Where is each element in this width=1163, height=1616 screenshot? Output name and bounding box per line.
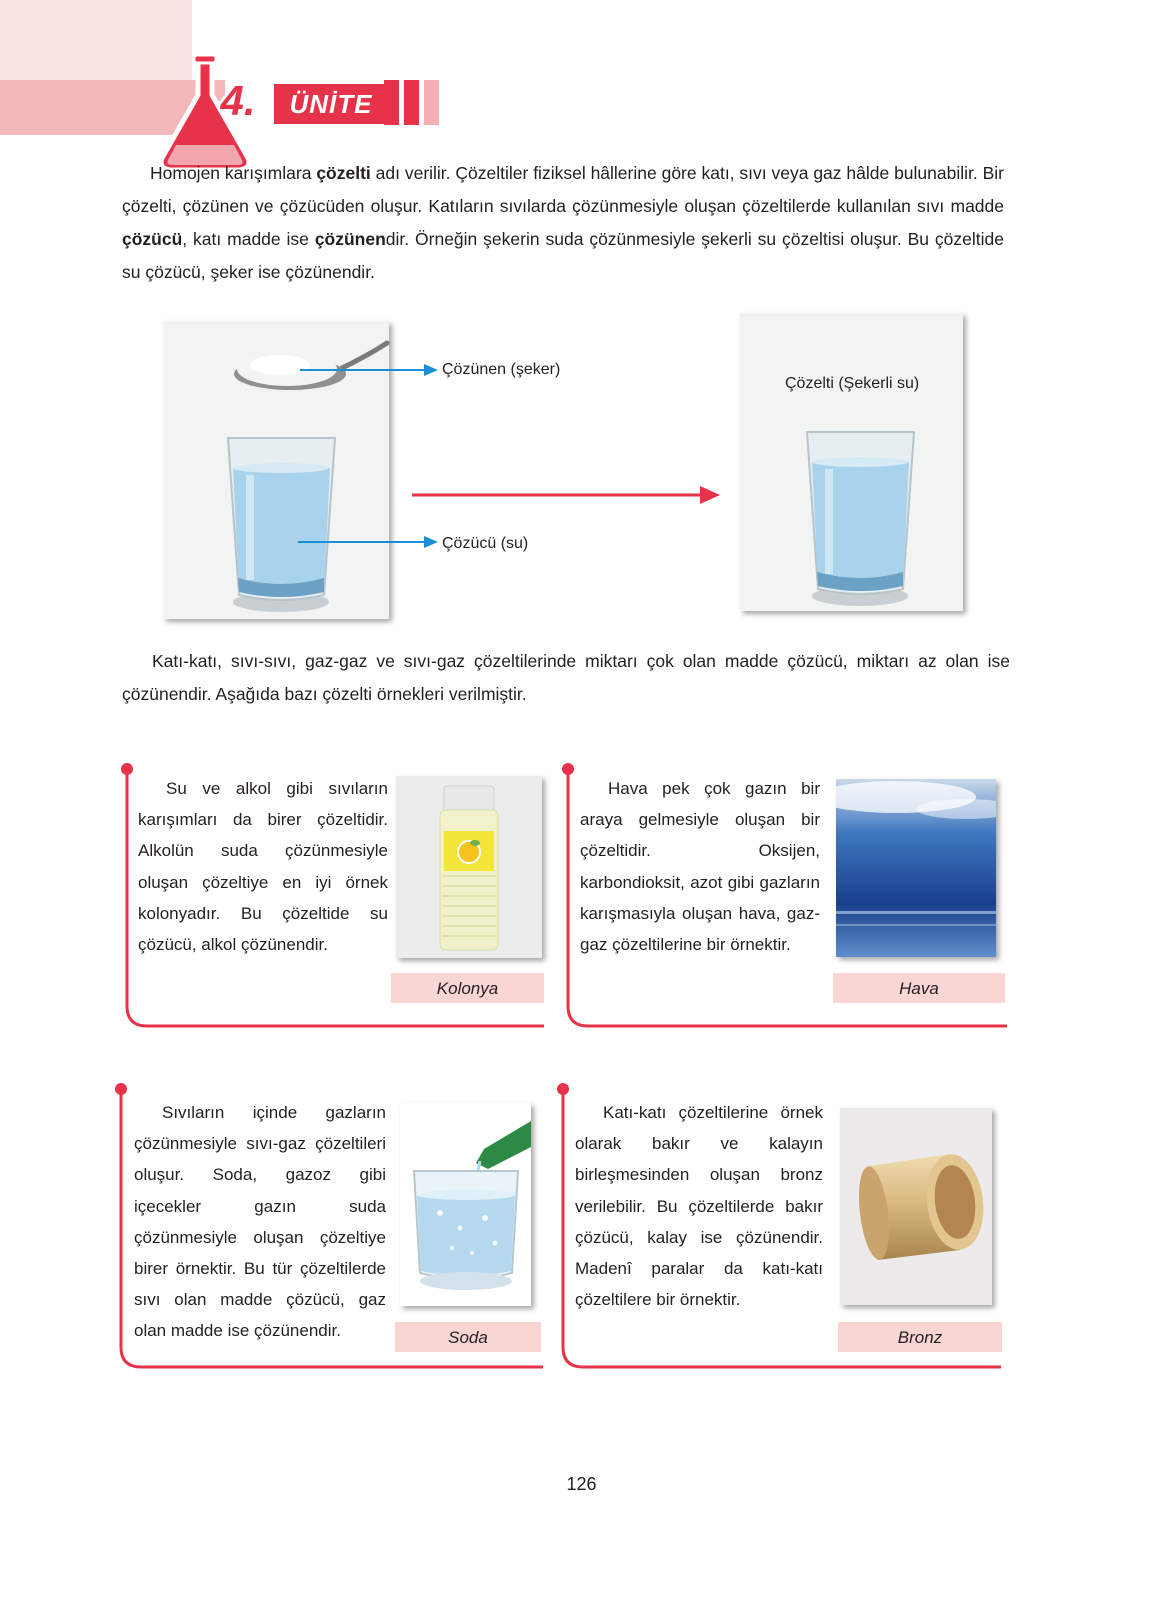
water-glass-icon	[224, 430, 339, 615]
example-text-soda: Sıvıların içinde gazların çözünmesiyle sıvı-gaz çözeltileri oluşur. Soda, gazoz gibi içecekler gazın suda çözünmesiyle oluşan çözeltiye birer örnektir. Bu tür çözeltilerde sıvı olan madde çözücü, gaz olan madde ise çözünendir.	[134, 1103, 386, 1341]
caption-bronz: Bronz	[838, 1322, 1002, 1352]
middle-paragraph: Katı-katı, sıvı-sıvı, gaz-gaz ve sıvı-gaz çözeltilerinde miktarı çok olan madde çözücü, miktarı az olan ise çözünendir. Aşağıda bazı çözelti örnekleri verilmiştir.	[122, 651, 1010, 704]
bronze-tube-icon	[840, 1108, 992, 1305]
kolonya-bottle-icon	[396, 776, 542, 958]
intro-text: dir. Örneğin şekerin suda çözünmesiyle şekerli su çözeltisi oluşur. Bu çözeltide su çözücü, şeker ise çözünendir.	[122, 229, 1004, 282]
example-text-bronz: Katı-katı çözeltilerine örnek olarak bakır ve kalayın birleşmesinden oluşan bronz verilebilir. Bu çözeltilerde bakır çözücü, kalay ise çözünendir. Madenî paralar da katı-katı çözeltilere bir örnektir.	[575, 1103, 823, 1310]
kolonya-photo	[396, 776, 542, 958]
intro-text: , katı madde ise	[182, 229, 315, 249]
unit-bar	[404, 80, 419, 125]
process-arrow	[412, 484, 722, 506]
soda-photo	[400, 1103, 531, 1306]
unit-bar	[384, 80, 399, 125]
solution-label: Çözelti (Şekerli su)	[785, 375, 920, 392]
sugar-water-glass-icon	[803, 424, 918, 609]
term-cozucu: çözücü	[122, 229, 183, 249]
intro-text: adı verilir. Çözeltiler fiziksel hâllerine göre katı, sıvı veya gaz hâlde bulunabilir. Bir çözelti, çözünen ve çözücüden oluşur. Katıların sıvılarda çözünmesiyle oluşan çözeltilerde kullanılan sıvı madde	[122, 163, 1004, 216]
arrow-to-solute	[300, 362, 440, 378]
sky-icon	[836, 779, 996, 957]
page-number: 126	[566, 1474, 597, 1494]
unit-number: 4.	[220, 77, 256, 124]
caption-kolonya: Kolonya	[391, 973, 544, 1003]
intro-text: Homojen karışımlara	[150, 163, 317, 183]
caption-hava: Hava	[833, 973, 1005, 1003]
arrow-to-solvent	[298, 534, 440, 550]
term-cozelti: çözelti	[316, 163, 371, 183]
term-cozunen: çözünen	[314, 229, 386, 249]
hava-photo	[836, 779, 996, 957]
soda-glass-icon	[400, 1103, 531, 1306]
solvent-label: Çözücü (su)	[442, 535, 529, 552]
intro-paragraph	[122, 157, 1004, 289]
unit-label: ÜNİTE	[274, 84, 388, 124]
example-text-hava: Hava pek çok gazın bir araya gelmesiyle oluşan bir çözeltidir. Oksijen, karbondioksit, azot gibi gazların karışmasıyla oluşan hava, gaz-gaz çözeltilerine bir örnektir.	[580, 779, 820, 955]
example-text-kolonya: Su ve alkol gibi sıvıların karışımları da birer çözeltidir. Alkolün suda çözünmesiyle oluşan çözeltiye en iyi örnek kolonyadır. Bu çözeltide su çözücü, alkol çözünendir.	[138, 779, 388, 955]
unit-bar	[424, 80, 439, 125]
caption-soda: Soda	[395, 1322, 541, 1352]
bronz-photo	[840, 1108, 992, 1305]
solute-label: Çözünen (şeker)	[442, 361, 561, 378]
